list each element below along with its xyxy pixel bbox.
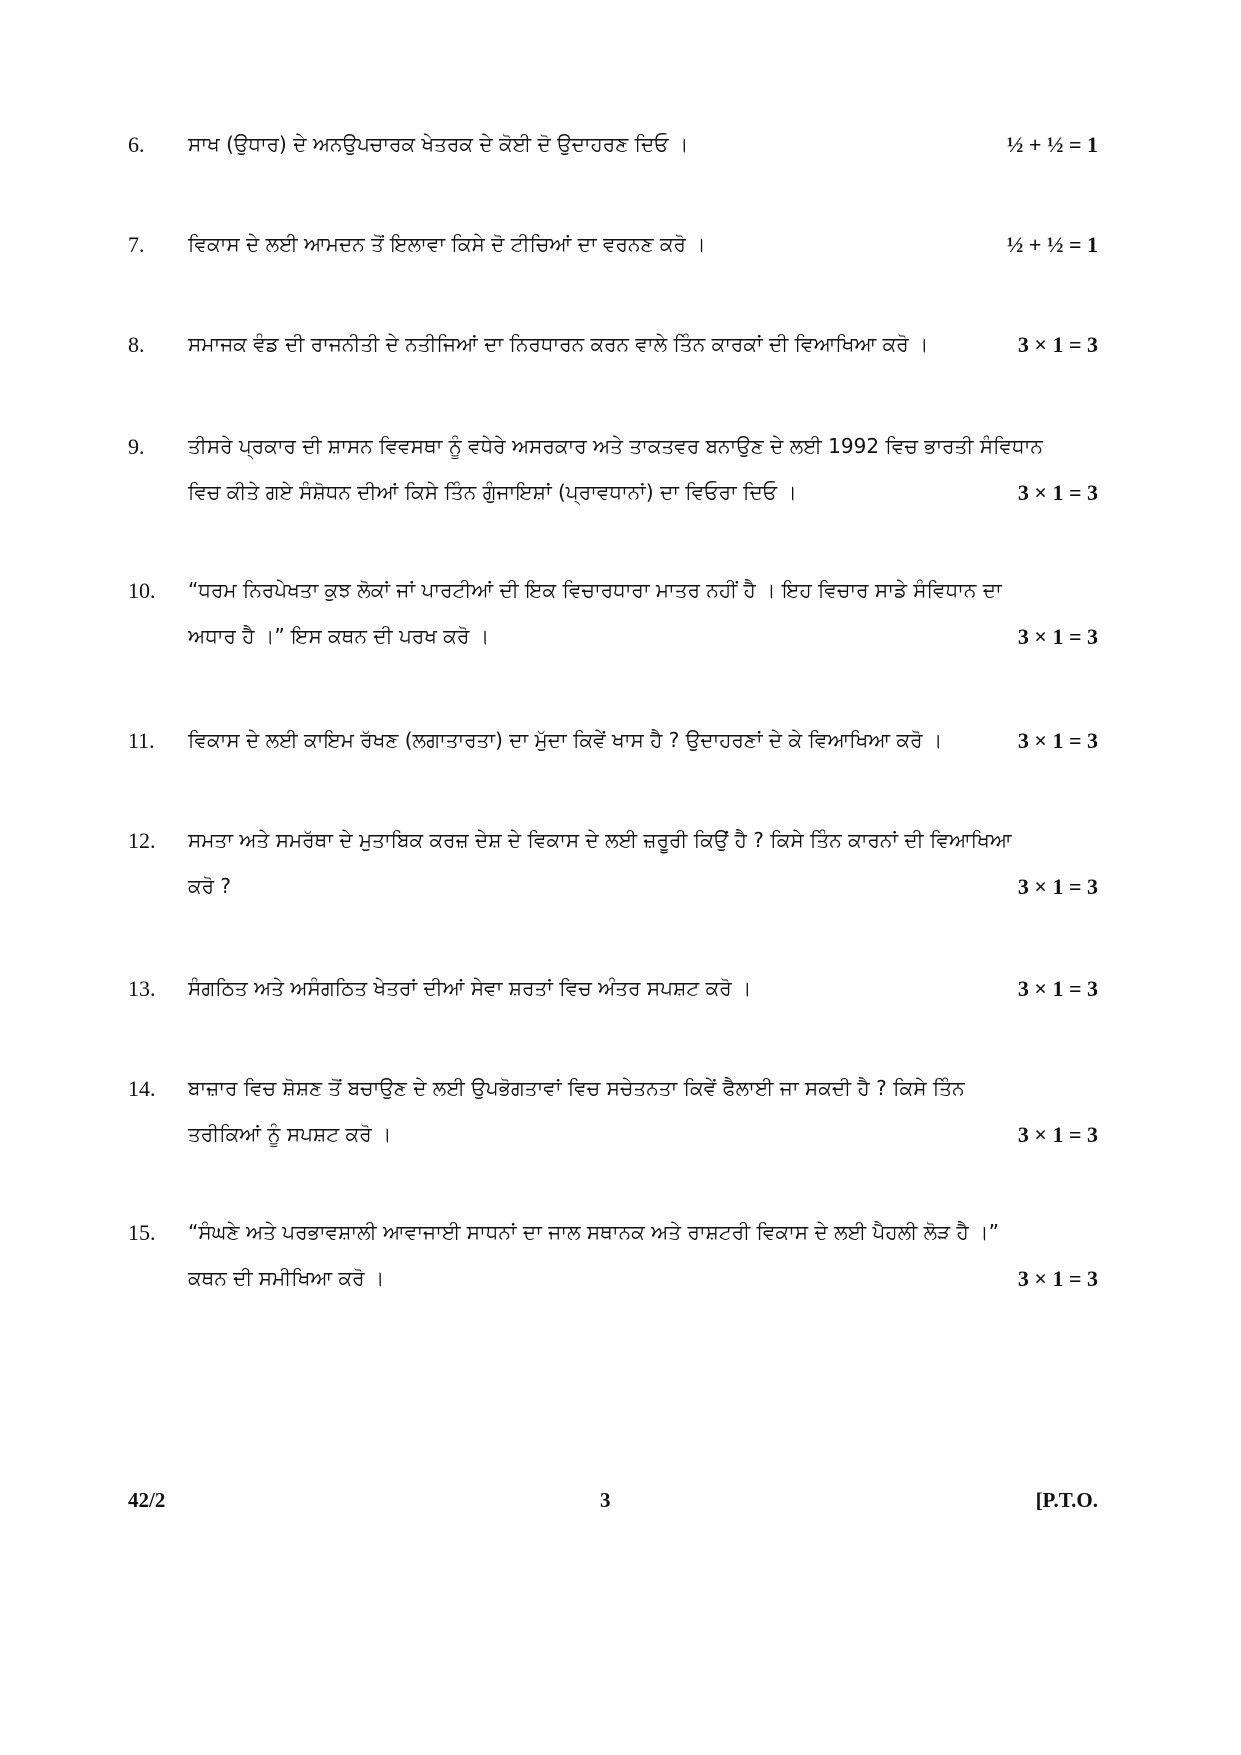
question-text-line: “ਸੰਘਣੇ ਅਤੇ ਪਰਭਾਵਸ਼ਾਲੀ ਆਵਾਜਾਈ ਸਾਧਨਾਂ ਦਾ ਜਾਲ ਸਥਾਨਕ ਅਤੇ ਰਾਸ਼ਟਰੀ ਵਿਕਾਸ ਦੇ ਲਈ ਪੈਹਲੀ ਲੋੜ ਹੈ ।” bbox=[188, 1220, 1000, 1244]
question-marks: 3 × 1 = 3 bbox=[1017, 1122, 1098, 1147]
question-text-line: ਵਿਕਾਸ ਦੇ ਲਈ ਕਾਇਮ ਰੱਖਣ (ਲਗਾਤਾਰਤਾ) ਦਾ ਮੁੱਦਾ ਕਿਵੇਂ ਖਾਸ ਹੈ ? ਉਦਾਹਰਣਾਂ ਦੇ ਕੇ ਵਿਆਖਿਆ ਕਰੋ । bbox=[188, 728, 943, 752]
question-marks: ½ + ½ = 1 bbox=[1006, 132, 1098, 157]
question-text-line: ਸੰਗਠਿਤ ਅਤੇ ਅਸੰਗਠਿਤ ਖੇਤਰਾਂ ਦੀਆਂ ਸੇਵਾ ਸ਼ਰਤਾਂ ਵਿਚ ਅੰਤਰ ਸਪਸ਼ਟ ਕਰੋ । bbox=[188, 976, 752, 1000]
question-number: 10. bbox=[128, 578, 156, 603]
question-marks: 3 × 1 = 3 bbox=[1017, 976, 1098, 1001]
question-number: 6. bbox=[128, 132, 145, 157]
question-marks: ½ + ½ = 1 bbox=[1006, 232, 1098, 257]
question-marks: 3 × 1 = 3 bbox=[1017, 728, 1098, 753]
question-marks: 3 × 1 = 3 bbox=[1017, 480, 1098, 505]
please-turn-over: [P.T.O. bbox=[1035, 1488, 1098, 1512]
question-text-line: ਤੀਸਰੇ ਪ੍ਰਕਾਰ ਦੀ ਸ਼ਾਸਨ ਵਿਵਸਥਾ ਨੂੰ ਵਧੇਰੇ ਅਸਰਕਾਰ ਅਤੇ ਤਾਕਤਵਰ ਬਨਾਉਣ ਦੇ ਲਈ 1992 ਵਿਚ ਭਾਰਤੀ ਸੰਵਿਧਾਨ bbox=[188, 434, 1043, 458]
question-text-line: ਸਮਤਾ ਅਤੇ ਸਮਰੱਥਾ ਦੇ ਮੁਤਾਬਿਕ ਕਰਜ਼ ਦੇਸ਼ ਦੇ ਵਿਕਾਸ ਦੇ ਲਈ ਜ਼ਰੂਰੀ ਕਿਉਂ ਹੈ ? ਕਿਸੇ ਤਿੰਨ ਕਾਰਨਾਂ ਦੀ ਵਿਆਖਿਆ bbox=[188, 828, 1012, 852]
question-number: 9. bbox=[128, 434, 145, 459]
question-number: 14. bbox=[128, 1076, 156, 1101]
question-number: 12. bbox=[128, 828, 156, 853]
question-marks: 3 × 1 = 3 bbox=[1017, 874, 1098, 899]
question-text-line: ਸਾਖ (ਉਧਾਰ) ਦੇ ਅਨਉਪਚਾਰਕ ਖੇਤਰਕ ਦੇ ਕੋਈ ਦੋ ਉਦਾਹਰਣ ਦਿਓ । bbox=[188, 132, 689, 156]
question-number: 13. bbox=[128, 976, 156, 1001]
page-number: 3 bbox=[600, 1488, 611, 1512]
question-text-line: ਵਿਚ ਕੀਤੇ ਗਏ ਸੰਸ਼ੋਧਨ ਦੀਆਂ ਕਿਸੇ ਤਿੰਨ ਗੁੰਜਾਇਸ਼ਾਂ (ਪ੍ਰਾਵਧਾਨਾਂ) ਦਾ ਵਿਓਰਾ ਦਿਓ । bbox=[188, 480, 797, 504]
question-number: 7. bbox=[128, 232, 145, 257]
question-text-line: ਬਾਜ਼ਾਰ ਵਿਚ ਸ਼ੋਸ਼ਣ ਤੋਂ ਬਚਾਉਣ ਦੇ ਲਈ ਉਪਭੋਗਤਾਵਾਂ ਵਿਚ ਸਚੇਤਨਤਾ ਕਿਵੇਂ ਫੈਲਾਈ ਜਾ ਸਕਦੀ ਹੈ ? ਕਿਸੇ ਤਿੰਨ bbox=[188, 1076, 965, 1100]
question-text-line: ਵਿਕਾਸ ਦੇ ਲਈ ਆਮਦਨ ਤੋਂ ਇਲਾਵਾ ਕਿਸੇ ਦੋ ਟੀਚਿਆਂ ਦਾ ਵਰਨਣ ਕਰੋ । bbox=[188, 232, 706, 256]
question-text-line: “ਧਰਮ ਨਿਰਪੇਖਤਾ ਕੁਝ ਲੋਕਾਂ ਜਾਂ ਪਾਰਟੀਆਂ ਦੀ ਇਕ ਵਿਚਾਰਧਾਰਾ ਮਾਤਰ ਨਹੀਂ ਹੈ । ਇਹ ਵਿਚਾਰ ਸਾਡੇ ਸੰਵਿਧਾਨ ਦਾ bbox=[188, 578, 1002, 602]
question-text-line: ਕਥਨ ਦੀ ਸਮੀਖਿਆ ਕਰੋ । bbox=[188, 1266, 385, 1290]
question-text-line: ਕਰੋ ? bbox=[188, 874, 232, 898]
question-marks: 3 × 1 = 3 bbox=[1017, 624, 1098, 649]
question-number: 11. bbox=[128, 728, 155, 753]
question-text-line: ਤਰੀਕਿਆਂ ਨੂੰ ਸਪਸ਼ਟ ਕਰੋ । bbox=[188, 1122, 392, 1146]
question-number: 8. bbox=[128, 332, 145, 357]
question-marks: 3 × 1 = 3 bbox=[1017, 332, 1098, 357]
question-text-line: ਸਮਾਜਕ ਵੰਡ ਦੀ ਰਾਜਨੀਤੀ ਦੇ ਨਤੀਜਿਆਂ ਦਾ ਨਿਰਧਾਰਨ ਕਰਨ ਵਾਲੇ ਤਿੰਨ ਕਾਰਕਾਂ ਦੀ ਵਿਆਖਿਆ ਕਰੋ । bbox=[188, 332, 929, 356]
question-marks: 3 × 1 = 3 bbox=[1017, 1266, 1098, 1291]
question-text-line: ਅਧਾਰ ਹੈ ।” ਇਸ ਕਥਨ ਦੀ ਪਰਖ ਕਰੋ । bbox=[188, 624, 490, 648]
question-number: 15. bbox=[128, 1220, 156, 1245]
paper-code: 42/2 bbox=[128, 1488, 166, 1512]
